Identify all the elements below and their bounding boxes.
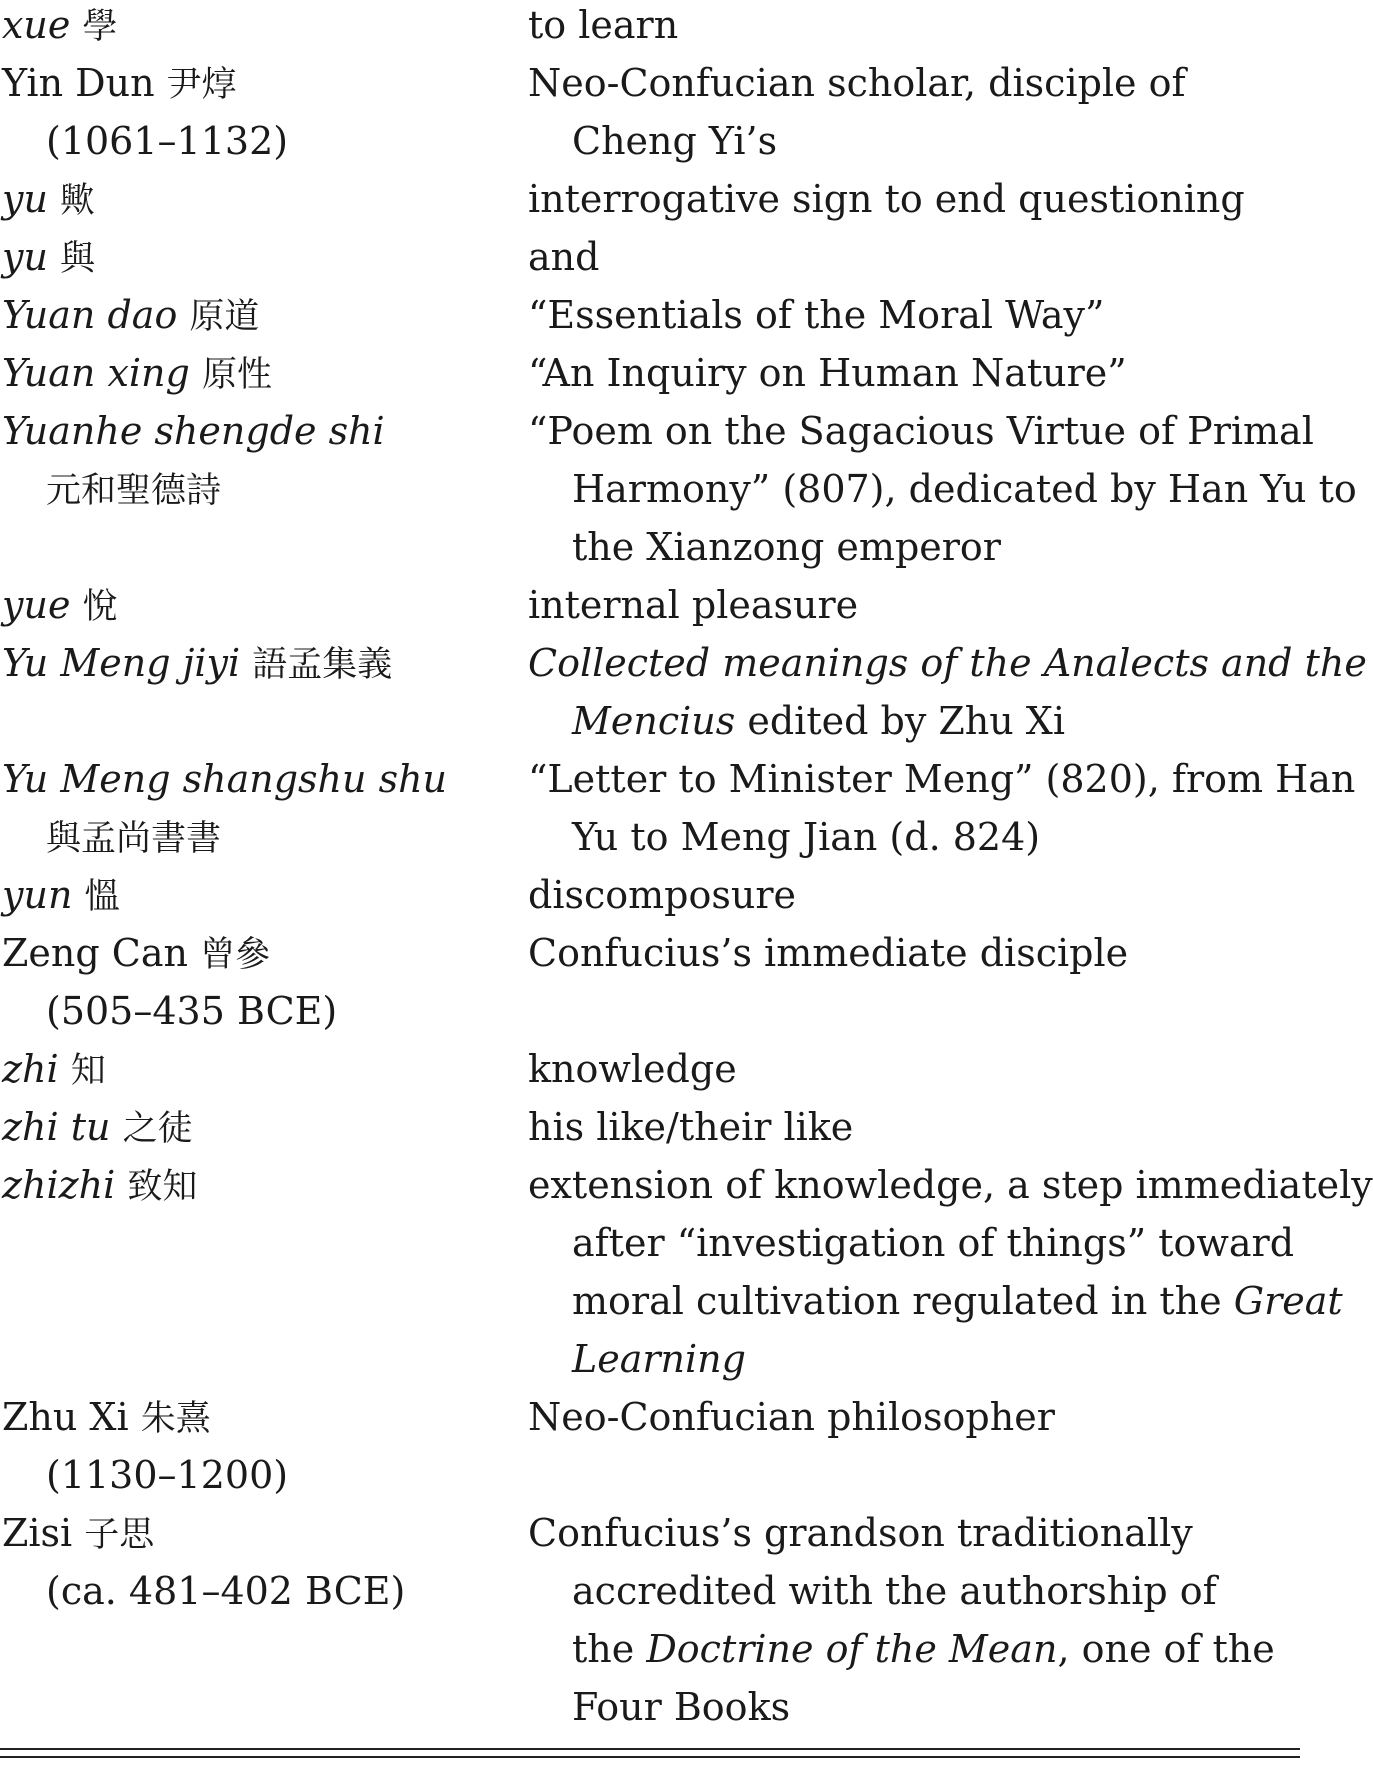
term-line [2,1102,528,1160]
text [70,3,82,47]
glossary-definition [528,638,1367,754]
glossary-term [2,580,528,638]
italic-text: Yu Meng shangshu shu [2,757,448,801]
text: extension of knowledge, a step immediately [528,1163,1373,1207]
term-line [2,580,528,638]
term-line [2,928,528,986]
glossary-definition [528,1508,1298,1740]
chinese-characters: 元和聖德詩 [46,471,222,511]
text: interrogative sign to end questioning [528,177,1245,221]
glossary-definition [528,58,1298,174]
text: internal pleasure [528,583,859,627]
glossary-term [2,58,528,174]
term-line [2,0,528,58]
italic-text: yun [2,873,73,917]
def-line [528,1044,1298,1102]
text: (505–435 BCE) [46,989,338,1033]
glossary-definition [528,1044,1298,1102]
glossary-term [2,0,528,58]
text: Neo-Confucian philosopher [528,1395,1055,1439]
chinese-characters: 語孟集義 [252,645,393,685]
text [48,235,60,279]
glossary-term [2,174,528,232]
text: Harmony” (807), dedicated by Han Yu to [572,467,1357,511]
text: moral cultivation regulated in the [572,1279,1234,1323]
glossary-term [2,928,528,1044]
term-line [2,870,528,928]
text: Zhu Xi [2,1395,141,1439]
glossary-entry [2,1102,1298,1160]
def-line [528,1392,1298,1450]
glossary-entry [2,1392,1298,1508]
text: after “investigation of things” toward [572,1221,1295,1265]
italic-text: Yu Meng jiyi [2,641,241,685]
glossary-entry [2,290,1298,348]
term-line [2,174,528,232]
term-line [2,812,528,870]
def-line [528,1160,1373,1218]
chinese-characters: 悅 [82,587,118,627]
def-line [528,1102,1298,1160]
term-line [2,464,528,522]
italic-text: zhi [2,1047,59,1091]
text: accredited with the authorship of [572,1569,1217,1613]
term-line [2,1450,528,1508]
def-line [528,58,1298,116]
text: Cheng Yi’s [572,119,778,163]
text: the Xianzong emperor [572,525,1001,569]
italic-text: yue [2,583,71,627]
def-line [528,812,1298,870]
text: Zisi [2,1511,85,1555]
term-line [2,986,528,1044]
glossary-entry [2,1160,1373,1392]
glossary-entry [2,870,1298,928]
text: his like/their like [528,1105,854,1149]
def-line [528,406,1314,464]
text: “Letter to Minister Meng” (820), from Han [528,757,1356,801]
text: (1061–1132) [46,119,289,163]
text [59,1047,71,1091]
glossary-definition [528,290,1298,348]
glossary-definition [528,580,1298,638]
chinese-characters: 尹焞 [166,65,237,105]
glossary-term [2,870,528,928]
italic-text: Yuanhe shengde shi [2,409,385,453]
def-line [528,1276,1343,1334]
def-line [528,232,1298,290]
def-line [528,464,1357,522]
def-line [528,1218,1298,1276]
italic-text: Learning [572,1337,746,1381]
chinese-characters: 原道 [189,297,260,337]
glossary-definition [528,1392,1298,1508]
text [177,293,189,337]
text [240,641,252,685]
chinese-characters: 慍 [84,877,120,917]
def-line [528,0,1298,58]
chinese-characters: 與孟尚書書 [46,819,222,859]
chinese-characters: 學 [82,7,118,47]
def-line [528,174,1298,232]
glossary-entry [2,1508,1298,1740]
text: , one of the [1057,1627,1275,1671]
text: “An Inquiry on Human Nature” [528,351,1127,395]
glossary-definition [528,870,1298,928]
chinese-characters: 致知 [127,1167,198,1207]
def-line [528,870,1298,928]
text: Neo-Confucian scholar, disciple of [528,61,1186,105]
text [48,177,60,221]
def-line [528,522,1298,580]
chinese-characters: 與 [60,239,96,279]
def-line [528,1508,1298,1566]
glossary-term [2,232,528,290]
glossary-entry [2,58,1298,174]
term-line [2,1566,528,1624]
text: the [572,1627,647,1671]
text: discomposure [528,873,797,917]
text: (1130–1200) [46,1453,289,1497]
text [115,1163,127,1207]
text: Zeng Can [2,931,201,975]
text: Four Books [572,1685,791,1729]
def-line [528,696,1298,754]
italic-text: yu [2,177,48,221]
italic-text: zhi tu [2,1105,111,1149]
bottom-rule [0,1756,1300,1758]
glossary-definition [528,348,1298,406]
text [110,1105,122,1149]
glossary-list [2,0,1373,1740]
term-line [2,406,528,464]
glossary-entry [2,580,1298,638]
italic-text: Collected meanings of the Analects and the [528,641,1367,685]
term-line [2,1160,528,1218]
def-line [528,1682,1298,1740]
glossary-entry [2,754,1356,870]
glossary-term [2,638,528,754]
italic-text: xue [2,3,71,47]
text: to learn [528,3,679,47]
def-line [528,580,1298,638]
glossary-definition [528,1102,1298,1160]
def-line [528,290,1298,348]
text: edited by Zhu Xi [735,699,1065,743]
term-line [2,232,528,290]
chinese-characters: 曾參 [200,935,271,975]
italic-text: Yuan dao [2,293,178,337]
glossary-definition [528,928,1298,1044]
glossary-term [2,1102,528,1160]
glossary-entry [2,638,1367,754]
term-line [2,1044,528,1102]
glossary-definition [528,1160,1373,1392]
term-line [2,290,528,348]
def-line [528,754,1356,812]
text: knowledge [528,1047,737,1091]
text: Confucius’s grandson traditionally [528,1511,1193,1555]
glossary-term [2,348,528,406]
italic-text: Yuan xing [2,351,190,395]
def-line [528,348,1298,406]
chinese-characters: 歟 [60,181,96,221]
glossary-term [2,754,528,870]
italic-text: zhizhi [2,1163,116,1207]
text: Confucius’s immediate disciple [528,931,1129,975]
text: and [528,235,600,279]
bottom-rule [0,1748,1300,1750]
italic-text: Doctrine of the Mean [646,1627,1058,1671]
glossary-term [2,1160,528,1392]
glossary-entry [2,0,1298,58]
italic-text: Great [1233,1279,1343,1323]
glossary-entry [2,348,1298,406]
text: “Poem on the Sagacious Virtue of Primal [528,409,1314,453]
glossary-term [2,1044,528,1102]
text: Yu to Meng Jian (d. 824) [572,815,1041,859]
chinese-characters: 朱熹 [140,1399,211,1439]
glossary-definition [528,0,1298,58]
glossary-entry [2,406,1357,580]
def-line [528,638,1367,696]
text [72,873,84,917]
term-line [2,348,528,406]
glossary-term [2,1508,528,1740]
term-line [2,1508,528,1566]
def-line [528,1334,1298,1392]
glossary-entry [2,1044,1298,1102]
glossary-term [2,290,528,348]
text: (ca. 481–402 BCE) [46,1569,406,1613]
def-line [528,1624,1298,1682]
glossary-entry [2,174,1298,232]
term-line [2,638,528,696]
chinese-characters: 子思 [84,1515,155,1555]
italic-text: Mencius [572,699,736,743]
text: “Essentials of the Moral Way” [528,293,1105,337]
chinese-characters: 原性 [201,355,272,395]
text [190,351,202,395]
glossary-definition [528,754,1356,870]
text [70,583,82,627]
glossary-definition [528,174,1298,232]
term-line [2,1392,528,1450]
chinese-characters: 之徒 [122,1109,193,1149]
term-line [2,58,528,116]
term-line [2,116,528,174]
glossary-term [2,1392,528,1508]
glossary-term [2,406,528,580]
glossary-entry [2,232,1298,290]
def-line [528,116,1298,174]
glossary-definition [528,232,1298,290]
glossary-entry [2,928,1298,1044]
term-line [2,754,528,812]
chinese-characters: 知 [70,1051,106,1091]
glossary-definition [528,406,1357,580]
def-line [528,1566,1298,1624]
def-line [528,928,1298,986]
text: Yin Dun [2,61,167,105]
italic-text: yu [2,235,48,279]
